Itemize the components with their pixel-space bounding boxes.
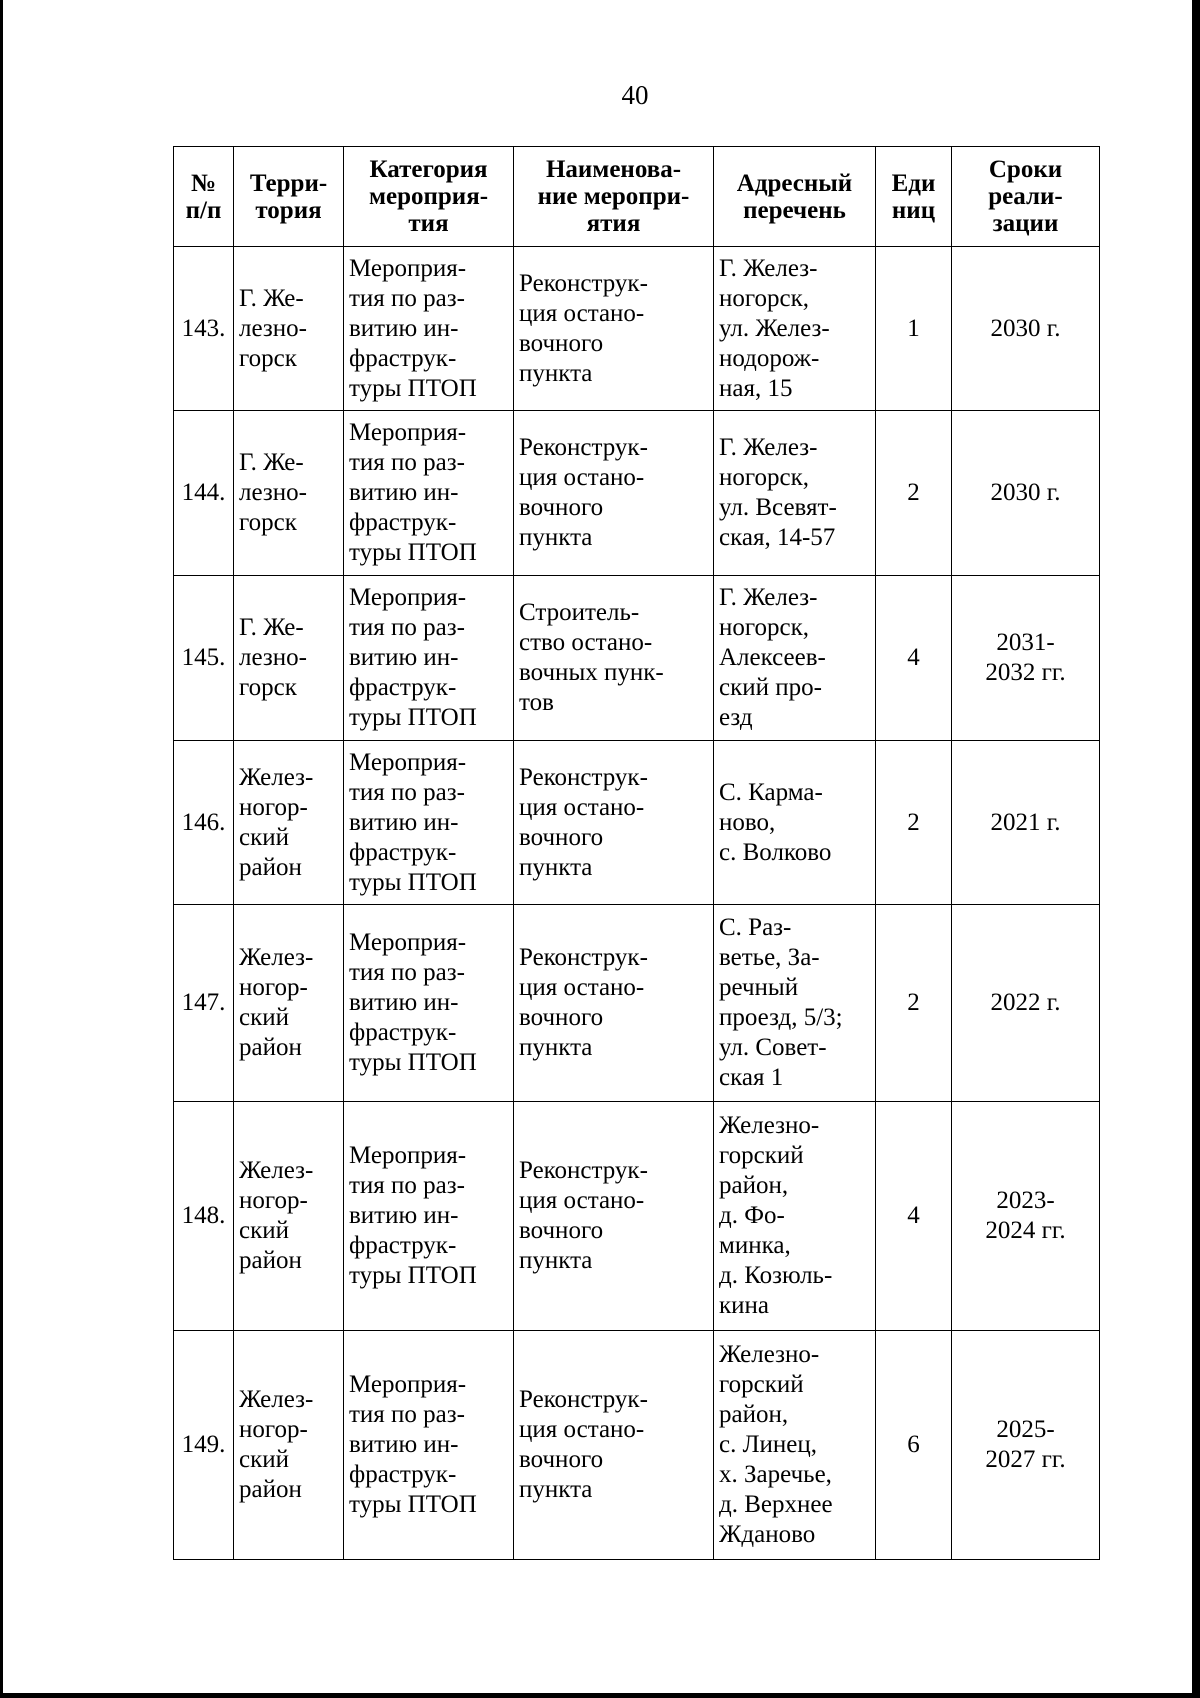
cell-territory: Г. Же- лезно- горск <box>234 247 344 411</box>
table-row <box>174 576 1100 741</box>
table-row <box>174 1331 1100 1560</box>
cell-address: Г. Желез- ногорск, ул. Желез- нодорож- ная, 15 <box>714 247 876 411</box>
cell-territory: Желез- ногор- ский район <box>234 741 344 905</box>
cell-num: 145. <box>174 576 234 741</box>
cell-term: 2030 г. <box>952 411 1100 576</box>
cell-category: Мероприя- тия по раз- витию ин- фраструк- туры ПТОП <box>344 905 514 1102</box>
cell-units: 2 <box>876 741 952 905</box>
cell-name: Реконструк- ция остано- вочного пункта <box>514 247 714 411</box>
cell-territory: Желез- ногор- ский район <box>234 905 344 1102</box>
header-name: Наименова- ние меропри- ятия <box>514 147 714 247</box>
cell-territory: Желез- ногор- ский район <box>234 1331 344 1560</box>
cell-num: 149. <box>174 1331 234 1560</box>
cell-territory: Г. Же- лезно- горск <box>234 411 344 576</box>
table-row <box>174 905 1100 1102</box>
cell-name: Реконструк- ция остано- вочного пункта <box>514 1331 714 1560</box>
cell-num: 148. <box>174 1102 234 1331</box>
cell-term: 2022 г. <box>952 905 1100 1102</box>
table-row <box>174 741 1100 905</box>
cell-term: 2030 г. <box>952 247 1100 411</box>
cell-num: 146. <box>174 741 234 905</box>
cell-category: Мероприя- тия по раз- витию ин- фраструк- туры ПТОП <box>344 247 514 411</box>
cell-name: Строитель- ство остано- вочных пунк- тов <box>514 576 714 741</box>
header-term: Сроки реали- зации <box>952 147 1100 247</box>
cell-num: 144. <box>174 411 234 576</box>
table-row <box>174 1102 1100 1331</box>
cell-address: Железно- горский район, с. Линец, х. Заречье, д. Верхнее Жданово <box>714 1331 876 1560</box>
cell-address: Железно- горский район, д. Фо- минка, д. Козюль- кина <box>714 1102 876 1331</box>
header-territory: Терри- тория <box>234 147 344 247</box>
cell-category: Мероприя- тия по раз- витию ин- фраструк- туры ПТОП <box>344 741 514 905</box>
table-row <box>174 247 1100 411</box>
cell-name: Реконструк- ция остано- вочного пункта <box>514 905 714 1102</box>
cell-term: 2031- 2032 гг. <box>952 576 1100 741</box>
measures-table <box>173 146 1100 1560</box>
cell-units: 1 <box>876 247 952 411</box>
header-units: Еди ниц <box>876 147 952 247</box>
cell-units: 2 <box>876 905 952 1102</box>
cell-category: Мероприя- тия по раз- витию ин- фраструк- туры ПТОП <box>344 1102 514 1331</box>
cell-term: 2021 г. <box>952 741 1100 905</box>
cell-category: Мероприя- тия по раз- витию ин- фраструк- туры ПТОП <box>344 576 514 741</box>
cell-units: 2 <box>876 411 952 576</box>
scan-edge-right <box>1192 0 1200 1698</box>
scan-edge-bottom <box>0 1693 1200 1698</box>
cell-territory: Г. Же- лезно- горск <box>234 576 344 741</box>
cell-address: С. Раз- ветье, За- речный проезд, 5/3; ул. Совет- ская 1 <box>714 905 876 1102</box>
scan-edge-left <box>0 0 3 1698</box>
page-number: 40 <box>621 80 649 110</box>
cell-name: Реконструк- ция остано- вочного пункта <box>514 741 714 905</box>
cell-name: Реконструк- ция остано- вочного пункта <box>514 1102 714 1331</box>
cell-address: С. Карма- ново, с. Волково <box>714 741 876 905</box>
cell-term: 2023- 2024 гг. <box>952 1102 1100 1331</box>
table-row <box>174 411 1100 576</box>
cell-address: Г. Желез- ногорск, Алексеев- ский про- езд <box>714 576 876 741</box>
cell-num: 143. <box>174 247 234 411</box>
header-address: Адресный перечень <box>714 147 876 247</box>
cell-term: 2025- 2027 гг. <box>952 1331 1100 1560</box>
cell-units: 6 <box>876 1331 952 1560</box>
cell-name: Реконструк- ция остано- вочного пункта <box>514 411 714 576</box>
cell-address: Г. Желез- ногорск, ул. Всевят- ская, 14-57 <box>714 411 876 576</box>
cell-category: Мероприя- тия по раз- витию ин- фраструк- туры ПТОП <box>344 1331 514 1560</box>
cell-units: 4 <box>876 576 952 741</box>
cell-units: 4 <box>876 1102 952 1331</box>
header-category: Категория мероприя- тия <box>344 147 514 247</box>
cell-num: 147. <box>174 905 234 1102</box>
header-num: № п/п <box>174 147 234 247</box>
cell-category: Мероприя- тия по раз- витию ин- фраструк- туры ПТОП <box>344 411 514 576</box>
cell-territory: Желез- ногор- ский район <box>234 1102 344 1331</box>
table-header-row <box>174 147 1100 247</box>
